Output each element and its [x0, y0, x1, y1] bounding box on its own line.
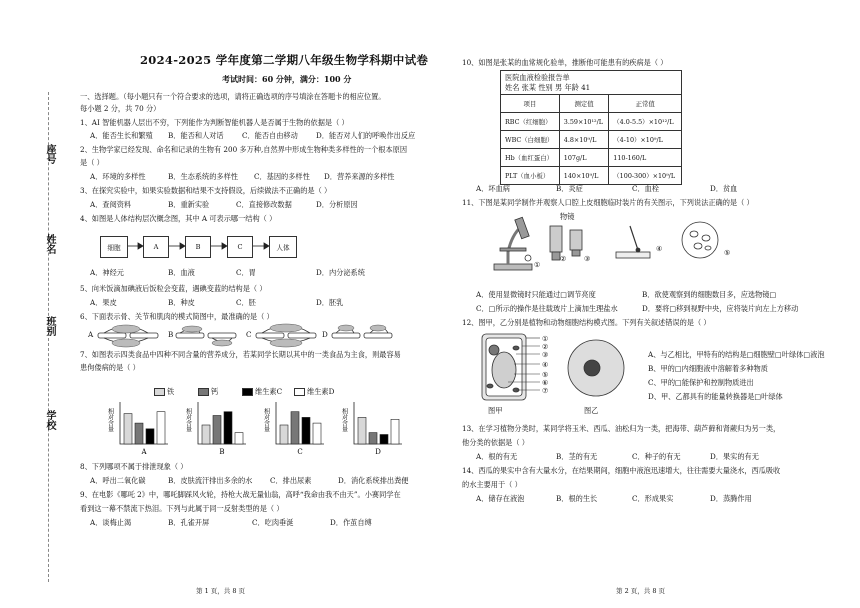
q5-option-c[interactable]: C．胚: [236, 298, 256, 307]
legend-swatch-calcium: [198, 388, 209, 396]
q6-stem: 6、下面表示骨、关节和肌肉的模式简图中，最准确的是（ ）: [80, 312, 274, 321]
table-header-row: [501, 95, 682, 113]
objective-label: 物镜: [560, 212, 575, 221]
q1-option-b[interactable]: B．能否和人对话: [168, 131, 224, 140]
q11-option-b[interactable]: B．欲使观察到的细胞数目多，应选物镜□: [642, 290, 777, 299]
bar-A-2: [146, 429, 154, 444]
q14-option-b[interactable]: B．根的生长: [556, 494, 598, 503]
cell-normal: （100-300）×10⁹/L: [609, 167, 682, 185]
legend-label-calcium: 钙: [211, 387, 219, 396]
chart-legend: [154, 387, 414, 397]
microscope-illustration: [488, 212, 758, 276]
q9-stem-2: 看到这一幕不禁流下热泪。下列与此属于同一反射类型的是（ ）: [80, 504, 284, 513]
bar-D-2: [380, 435, 388, 445]
exam-title: 2024-2025 学年度第二学期八年级生物学科期中试卷: [140, 53, 429, 67]
cell-measured: 140×10⁹/L: [559, 167, 609, 185]
bar-A-3: [157, 412, 165, 444]
cell-normal: （4.0-5.5）×10¹²/L: [609, 113, 682, 131]
q2-option-c[interactable]: C．基因的多样性: [254, 172, 310, 181]
hierarchy-box-b: B: [185, 236, 211, 258]
cell-measured: 3.59×10¹²/L: [559, 113, 609, 131]
q11-option-d[interactable]: D．要将□移到视野中央，应将装片向左上方移动: [642, 304, 799, 313]
q9-option-d[interactable]: D．作茧自缚: [330, 518, 372, 527]
q3-option-d[interactable]: D．分析原因: [316, 200, 358, 209]
q8-option-c[interactable]: C．排出尿素: [270, 476, 312, 485]
fig-label-5: ⑤: [724, 248, 731, 257]
legend-swatch-iron: [154, 388, 165, 396]
cell-item: Hb（血红蛋白）: [501, 149, 560, 167]
q10-option-a[interactable]: A．坏血病: [476, 184, 510, 193]
q6-option-c[interactable]: C: [246, 330, 252, 339]
fig-label-4: ④: [656, 244, 663, 253]
q12-option-a[interactable]: A、与乙相比，甲特有的结构是□细胞壁□叶绿体□液泡: [648, 350, 825, 359]
q11-option-c[interactable]: C．□所示的操作是往载玻片上滴加生理盐水: [476, 304, 618, 313]
hierarchy-box-c: C: [227, 236, 253, 258]
callout-7: ⑦: [542, 386, 549, 395]
bar-D-3: [391, 419, 399, 444]
q9-stem: 9、在电影《哪吒 2》中，哪吒脚踩风火轮，持枪大战无量仙翁，高呼“我命由我不由天”。小赛同学在: [80, 490, 401, 499]
q4-option-b[interactable]: B．血液: [168, 268, 195, 277]
hierarchy-box-a: A: [143, 236, 169, 258]
fig-plant-label: 图甲: [488, 406, 503, 415]
class-label: 班别: [44, 316, 55, 336]
q13-stem-2: 他分类的依据是（ ）: [462, 438, 529, 447]
section-heading-2: 每小题 2 分，共 70 分）: [80, 104, 161, 113]
q5-stem: 5、向米饭滴加碘液后饭粒会变蓝，遇碘变蓝的结构是（ ）: [80, 284, 267, 293]
report-patient: 姓名 张某 性别 男 年龄 41: [505, 83, 591, 92]
q2-stem-2: 是（ ）: [80, 158, 104, 167]
table-row: [501, 167, 682, 185]
exam-info: 考试时间：60 分钟，满分：100 分: [222, 74, 352, 84]
name-label: 姓名: [44, 234, 55, 254]
q1-option-d[interactable]: D．能否对人们的呼唤作出反应: [316, 131, 416, 140]
cell-item: PLT（血小板）: [501, 167, 560, 185]
q8-stem: 8、下列哪项不属于排泄现象（ ）: [80, 462, 188, 471]
nutrient-bar-chart: [108, 398, 438, 458]
bone-joint-diagrams: [96, 322, 396, 350]
col-header-measured: 测定值: [559, 95, 609, 113]
q7-stem: 7、如图表示四类食品中四种不同含量的营养成分，若某同学长期以其中的一类食品为主食，则最容易: [80, 350, 401, 359]
q3-stem: 3、在探究实验中，如果实验数据和结果不支持假设，后续做法不正确的是（ ）: [80, 186, 332, 195]
q14-option-c[interactable]: C．形成果实: [632, 494, 674, 503]
legend-swatch-vitamin-c: [242, 388, 253, 396]
q10-option-d[interactable]: D．贫血: [710, 184, 738, 193]
bar-C-3: [313, 423, 321, 444]
fig-label-1: ①: [534, 260, 541, 269]
q14-option-d[interactable]: D．蒸腾作用: [710, 494, 752, 503]
cell-normal: 110-160/L: [609, 149, 682, 167]
fig-animal-label: 图乙: [584, 406, 599, 415]
q3-option-b[interactable]: B．重新实验: [168, 200, 210, 209]
cell-measured: 107g/L: [559, 149, 609, 167]
q13-option-a[interactable]: A．根的有无: [476, 452, 518, 461]
q5-option-a[interactable]: A．果皮: [90, 298, 117, 307]
q1-option-c[interactable]: C．能否自由移动: [242, 131, 298, 140]
section-heading: 一、选择题。（每小题只有一个符合要求的选项，请将正确选项的序号填涂在答题卡的相应位置。: [80, 92, 386, 101]
col-header-normal: 正常值: [609, 95, 682, 113]
bar-D-1: [369, 433, 377, 444]
cell-item: RBC（红细胞）: [501, 113, 560, 131]
legend-label-iron: 铁: [167, 387, 175, 396]
cell-measured: 4.8×10⁹/L: [559, 131, 609, 149]
table-row: [501, 149, 682, 167]
q13-option-b[interactable]: B．茎的有无: [556, 452, 598, 461]
legend-label-vitamin-c: 维生素C: [255, 387, 283, 396]
cell-diagrams: [478, 330, 628, 406]
y-axis-label: 相对含量: [184, 408, 192, 432]
school-label: 学校: [44, 410, 55, 430]
bar-A-1: [135, 423, 143, 444]
col-header-item: 项目: [501, 95, 560, 113]
q14-option-a[interactable]: A．储存在液泡: [476, 494, 525, 503]
bar-A-0: [124, 414, 132, 444]
bar-D-0: [358, 417, 366, 444]
q6-option-d[interactable]: D: [322, 330, 328, 339]
q6-option-b[interactable]: B: [168, 330, 174, 339]
q1-stem: 1、AI 智能机器人层出不穷，下列能作为判断智能机器人是否属于生物的依据是（ ）: [80, 118, 349, 127]
q2-option-d[interactable]: D．营养来源的多样性: [324, 172, 395, 181]
report-header: [500, 70, 682, 95]
bar-C-2: [302, 417, 310, 444]
page-footer-left: 第 1 页，共 8 页: [196, 587, 246, 595]
fig-label-2: ②: [560, 254, 567, 263]
q5-option-b[interactable]: B．种皮: [168, 298, 195, 307]
callout-5: ⑤: [542, 370, 549, 379]
fig-label-3: ③: [584, 254, 591, 263]
cell-item: WBC（白细胞）: [501, 131, 560, 149]
q14-stem-2: 的水主要用于（ ）: [462, 480, 522, 489]
callout-6: ⑥: [542, 378, 549, 387]
hierarchy-box-cell: 细胞: [100, 236, 128, 258]
q2-option-a[interactable]: A．环境的多样性: [90, 172, 146, 181]
bar-B-3: [235, 433, 243, 444]
category-label: B: [219, 448, 225, 456]
category-label: A: [141, 448, 147, 456]
callout-4: ④: [542, 360, 549, 369]
q3-option-a[interactable]: A．查阅资料: [90, 200, 132, 209]
q3-option-c[interactable]: C．直接修改数据: [236, 200, 292, 209]
binding-line: [48, 92, 49, 582]
q11-stem: 11、下图是某同学制作并观察人口腔上皮细胞临时装片的有关图示，下列说法正确的是（ ）: [462, 198, 754, 207]
q7-stem-2: 患佝偻病的是（ ）: [80, 363, 140, 372]
blood-test-table: [500, 94, 682, 185]
bar-B-2: [224, 412, 232, 444]
q4-option-d[interactable]: D．内分泌系统: [316, 268, 365, 277]
table-row: [501, 131, 682, 149]
q1-option-a[interactable]: A．能否生长和繁殖: [90, 131, 153, 140]
q4-option-c[interactable]: C．胃: [236, 268, 256, 277]
q4-option-a[interactable]: A．神经元: [90, 268, 124, 277]
bar-B-1: [213, 416, 221, 445]
q13-stem: 13、在学习植物分类时，某同学将玉米、西瓜、油松归为一类，把海带、葫芦藓和肾蕨归为另一类，: [462, 424, 781, 433]
q10-stem: 10、如图是张某的血常规化验单，推断他可能患有的疾病是（ ）: [462, 58, 668, 67]
report-title: 医院血液检验报告单: [505, 73, 570, 82]
q13-option-d[interactable]: D．果实的有无: [710, 452, 759, 461]
bar-C-0: [280, 425, 288, 444]
bar-B-0: [202, 425, 210, 444]
table-row: [501, 113, 682, 131]
q8-option-d[interactable]: D．消化系统排出粪便: [338, 476, 409, 485]
q9-option-b[interactable]: B．孔雀开屏: [168, 518, 210, 527]
q11-option-a[interactable]: A．使用显微镜时只能通过□调节亮度: [476, 290, 596, 299]
callout-3: ③: [542, 350, 549, 359]
callout-1: ①: [542, 334, 549, 343]
q2-option-b[interactable]: B．生态系统的多样性: [168, 172, 238, 181]
y-axis-label: 相对含量: [340, 408, 348, 432]
page-footer-right: 第 2 页，共 8 页: [616, 587, 666, 595]
q12-option-b[interactable]: B、甲的□内细胞液中溶解着多种物质: [648, 364, 768, 373]
q12-option-d[interactable]: D、甲、乙都具有的能量转换器是□叶绿体: [648, 392, 783, 401]
hierarchy-box-body: 人体: [269, 236, 297, 258]
q10-option-b[interactable]: B．炎症: [556, 184, 583, 193]
q14-stem: 14、西瓜的果实中含有大量水分，在结果期间，细胞中液泡迅速增大，往往需要大量浇水，西瓜吸收: [462, 466, 781, 475]
callout-2: ②: [542, 342, 549, 351]
q10-option-c[interactable]: C．血栓: [632, 184, 660, 193]
q9-option-a[interactable]: A．谈梅止渴: [90, 518, 132, 527]
legend-label-vitamin-d: 维生素D: [307, 387, 335, 396]
q6-option-a[interactable]: A: [88, 330, 94, 339]
y-axis-label: 相对含量: [106, 408, 114, 432]
q8-option-b[interactable]: B．皮肤流汗排出多余的水: [168, 476, 253, 485]
q5-option-d[interactable]: D．胚乳: [316, 298, 344, 307]
category-label: D: [375, 448, 381, 456]
q13-option-c[interactable]: C．种子的有无: [632, 452, 681, 461]
legend-swatch-vitamin-d: [294, 388, 305, 396]
category-label: C: [297, 448, 303, 456]
q4-stem: 4、如图是人体结构层次概念图，其中 A 可表示哪一结构（ ）: [80, 214, 277, 223]
q12-option-c[interactable]: C、甲的□能保护和控制物质进出: [648, 378, 754, 387]
q12-stem: 12、图甲，乙分别是植物和动物细胞结构模式图。下列有关叙述错误的是（ ）: [462, 318, 711, 327]
seat-label: 座号: [44, 144, 55, 164]
q9-option-c[interactable]: C．吃肉垂涎: [252, 518, 294, 527]
bar-C-1: [291, 412, 299, 444]
q2-stem: 2、生物学家已经发现、命名和记录的生物有 200 多万种,自然界中形成生物种类多样性的一个根本原因: [80, 145, 408, 154]
q8-option-a[interactable]: A．呼出二氧化碳: [90, 476, 146, 485]
y-axis-label: 相对含量: [262, 408, 270, 432]
cell-normal: （4-10）×10⁹/L: [609, 131, 682, 149]
